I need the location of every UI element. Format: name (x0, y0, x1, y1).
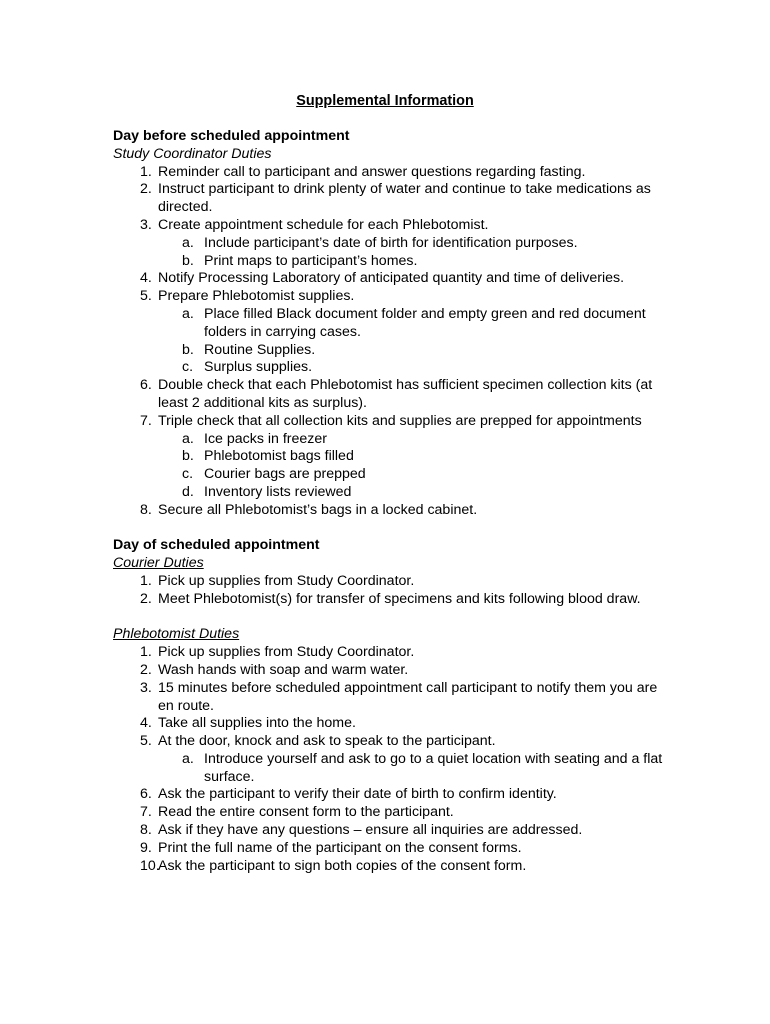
sub-list-item-text: Ice packs in freezer (204, 430, 328, 447)
page-title: Supplemental Information (296, 93, 474, 109)
list-courier-duties (113, 573, 673, 609)
list-item-number: 1. (140, 163, 152, 180)
list-item-number: 9. (140, 839, 152, 856)
list-phlebotomist-duties (113, 644, 673, 875)
list-item (113, 502, 673, 520)
list-item (113, 270, 673, 288)
sub-list-item-letter: c. (182, 466, 194, 483)
list-item-number: 2. (140, 590, 152, 607)
list-item-text: At the door, knock and ask to speak to the participant. (158, 733, 496, 750)
list-item (113, 181, 673, 217)
list-item-number: 5. (140, 288, 152, 305)
sub-list-item (113, 466, 673, 484)
list-item-text: Ask if they have any questions – ensure all inquiries are addressed. (158, 822, 583, 839)
sub-list-item (113, 306, 673, 342)
list-item-number: 2. (140, 661, 152, 678)
sub-list-item (113, 484, 673, 502)
section-heading-day-before: Day before scheduled appointment (113, 128, 350, 144)
sub-list-item-letter: a. (182, 234, 194, 251)
list-item (113, 217, 673, 270)
sub-list-item (113, 253, 673, 271)
list-item (113, 822, 673, 840)
list-item-number: 6. (140, 786, 152, 803)
list-item-number: 2. (140, 181, 152, 198)
list-item-text: Notify Processing Laboratory of anticipated quantity and time of deliveries. (158, 270, 625, 287)
list-item-text: Prepare Phlebotomist supplies. (158, 288, 355, 305)
list-item-text: Wash hands with soap and warm water. (158, 661, 409, 678)
list-item (113, 858, 673, 876)
list-item (113, 573, 673, 591)
list-item-text: Secure all Phlebotomist’s bags in a locked cabinet. (158, 501, 478, 518)
sub-list-item (113, 342, 673, 360)
sub-list-item (113, 235, 673, 253)
list-item-text: Create appointment schedule for each Phlebotomist. (158, 216, 489, 233)
list-item-text: Reminder call to participant and answer questions regarding fasting. (158, 163, 586, 180)
list-item (113, 662, 673, 680)
list-item (113, 644, 673, 662)
document-content (113, 128, 673, 875)
sub-list-item (113, 751, 673, 787)
list-item-number: 7. (140, 412, 152, 429)
list-item (113, 591, 673, 609)
sub-list-item-letter: a. (182, 430, 194, 447)
sub-list-item-text: Inventory lists reviewed (204, 483, 352, 500)
sub-list-item-text: Place filled Black document folder and empty green and red document folders in carrying cases. (204, 305, 646, 340)
list-item-number: 7. (140, 804, 152, 821)
list-item-number: 3. (140, 679, 152, 696)
subheading-study-coordinator: Study Coordinator Duties (113, 145, 272, 162)
list-item (113, 413, 673, 502)
list-item-text: 15 minutes before scheduled appointment call participant to notify them you are en route. (158, 679, 658, 714)
list-item-number: 8. (140, 822, 152, 839)
sub-list-item-text: Phlebotomist bags filled (204, 448, 354, 465)
list-item-number: 3. (140, 216, 152, 233)
sub-list-item-text: Print maps to participant’s homes. (204, 252, 418, 269)
sub-list-item-letter: b. (182, 252, 194, 269)
list-item (113, 840, 673, 858)
sub-list-item-text: Include participant’s date of birth for identification purposes. (204, 234, 578, 251)
list-item-number: 1. (140, 644, 152, 661)
list-item-number: 8. (140, 501, 152, 518)
list-item-text: Take all supplies into the home. (158, 715, 356, 732)
list-item-text: Read the entire consent form to the participant. (158, 804, 454, 821)
list-item (113, 733, 673, 786)
list-item (113, 377, 673, 413)
sub-list-item-letter: c. (182, 359, 194, 376)
list-item-number: 4. (140, 270, 152, 287)
sub-list-item (113, 448, 673, 466)
sub-list-item-text: Surplus supplies. (204, 359, 313, 376)
subheading-courier: Courier Duties (113, 555, 204, 572)
sub-list-item-text: Courier bags are prepped (204, 466, 366, 483)
list-item (113, 715, 673, 733)
section-heading-day-of: Day of scheduled appointment (113, 537, 320, 554)
sub-list-item-letter: d. (182, 483, 194, 500)
sub-list-item-letter: b. (182, 341, 194, 358)
list-item (113, 164, 673, 182)
list-item-text: Instruct participant to drink plenty of water and continue to take medications as directed. (158, 181, 651, 216)
list-item-text: Ask the participant to verify their date of birth to confirm identity. (158, 786, 557, 803)
list-item-text: Meet Phlebotomist(s) for transfer of specimens and kits following blood draw. (158, 590, 641, 607)
list-item (113, 680, 673, 716)
list-item-number: 10. (140, 857, 160, 874)
list-item-number: 1. (140, 572, 152, 589)
sub-list-item-letter: b. (182, 448, 194, 465)
list-item-text: Ask the participant to sign both copies of the consent form. (158, 857, 527, 874)
sub-list-item-letter: a. (182, 305, 194, 322)
list-item-text: Pick up supplies from Study Coordinator. (158, 644, 415, 661)
sub-list-item-letter: a. (182, 750, 194, 767)
list-item (113, 786, 673, 804)
subheading-phlebotomist: Phlebotomist Duties (113, 626, 240, 643)
list-item-text: Double check that each Phlebotomist has sufficient specimen collection kits (at least 2 additional kits as surplus). (158, 377, 653, 411)
list-item (113, 288, 673, 377)
sub-list-item-text: Introduce yourself and ask to go to a quiet location with seating and a flat surface. (204, 750, 663, 785)
list-study-coordinator-duties (113, 164, 673, 520)
list-item-text: Pick up supplies from Study Coordinator. (158, 572, 415, 589)
list-item-number: 4. (140, 715, 152, 732)
sub-list-item (113, 431, 673, 449)
list-item-text: Triple check that all collection kits and supplies are prepped for appointments (158, 412, 642, 429)
list-item-number: 5. (140, 733, 152, 750)
list-item-number: 6. (140, 377, 152, 394)
list-item-text: Print the full name of the participant on the consent forms. (158, 839, 522, 856)
sub-list-item (113, 359, 673, 377)
list-item (113, 804, 673, 822)
sub-list-item-text: Routine Supplies. (204, 341, 316, 358)
